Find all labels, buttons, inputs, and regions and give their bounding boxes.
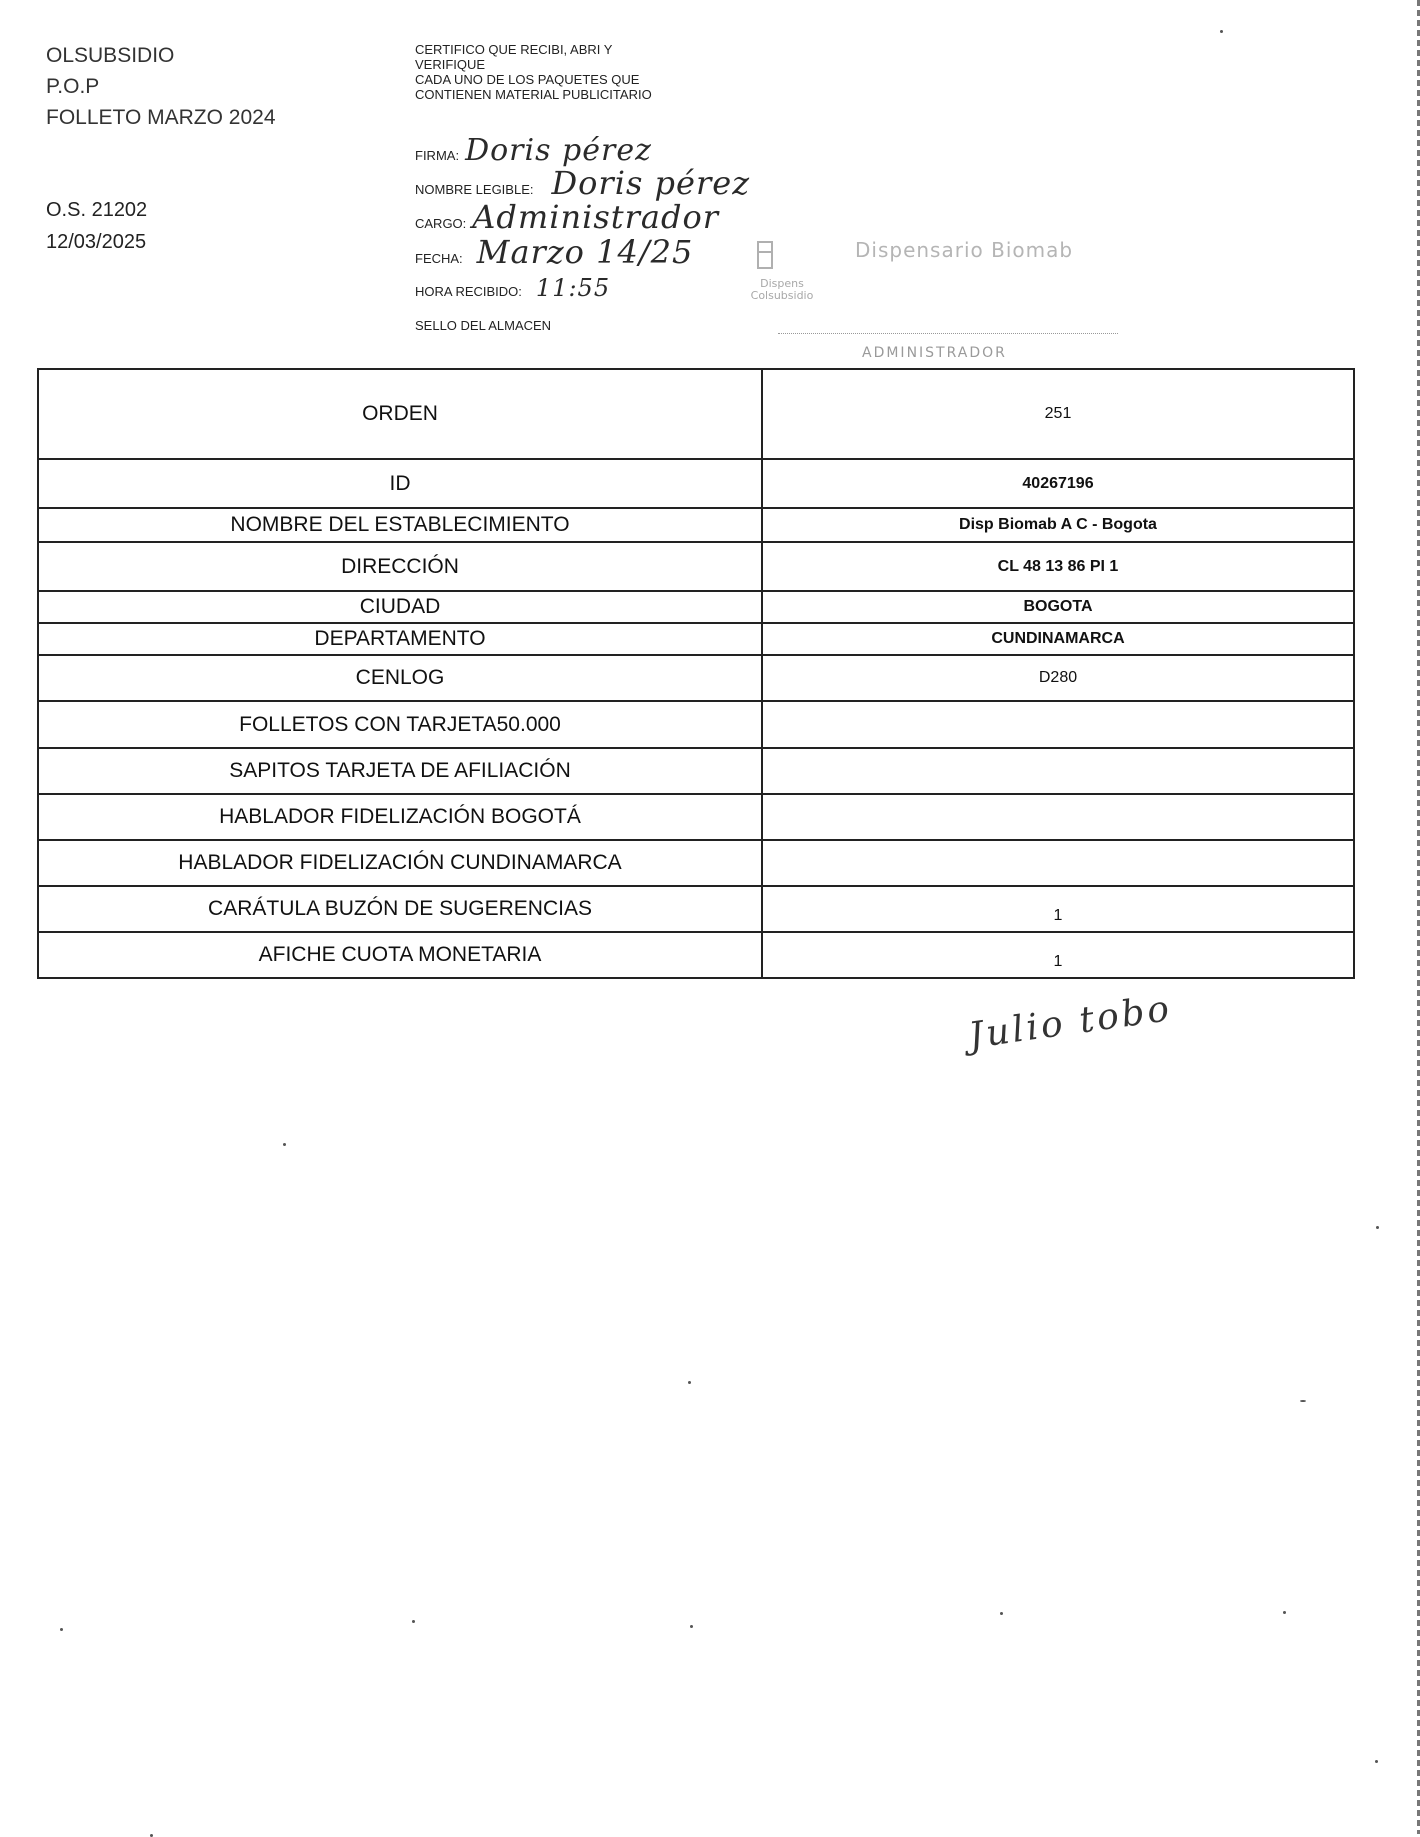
table-row (38, 840, 1354, 886)
stamp-small-text (722, 278, 842, 302)
row-label: CIUDAD (38, 591, 762, 623)
nombre-handwritten: Doris pérez (551, 164, 751, 202)
scan-speck (60, 1628, 63, 1631)
cert-line: CERTIFICO QUE RECIBI, ABRI Y (415, 42, 613, 57)
scan-speck (283, 1143, 286, 1146)
cargo-handwritten: Administrador (472, 198, 720, 236)
company-header (46, 40, 276, 133)
stamp-name: Dispensario Biomab (855, 238, 1074, 262)
scan-speck (690, 1625, 693, 1628)
row-label: ID (38, 459, 762, 508)
row-value (762, 701, 1354, 748)
row-label: HABLADOR FIDELIZACIÓN BOGOTÁ (38, 794, 762, 840)
row-value (762, 840, 1354, 886)
row-label: DIRECCIÓN (38, 542, 762, 591)
scan-speck (1300, 1400, 1306, 1402)
stamp-small-line: Colsubsidio (750, 289, 814, 302)
row-value: CL 48 13 86 PI 1 (762, 542, 1354, 591)
firma-field (415, 133, 652, 168)
row-value: BOGOTA (762, 591, 1354, 623)
table-row (38, 591, 1354, 623)
nombre-field (415, 164, 750, 202)
row-label: HABLADOR FIDELIZACIÓN CUNDINAMARCA (38, 840, 762, 886)
company-subtitle: P.O.P (46, 75, 100, 98)
hora-label: HORA RECIBIDO: (415, 284, 522, 299)
delivery-table (37, 368, 1355, 979)
hora-field (415, 274, 610, 302)
stamp-small-line: Dispens (760, 277, 804, 290)
scan-speck (1220, 30, 1223, 33)
cargo-label: CARGO: (415, 216, 467, 231)
table-row (38, 886, 1354, 932)
os-number: O.S. 21202 (46, 199, 148, 221)
row-value (762, 794, 1354, 840)
nombre-label: NOMBRE LEGIBLE: (415, 182, 534, 197)
cert-line: VERIFIQUE (415, 57, 486, 72)
folleto-title: FOLLETO MARZO 2024 (46, 106, 276, 129)
table-row (38, 623, 1354, 655)
row-label: ORDEN (38, 369, 762, 459)
table-row (38, 369, 1354, 459)
row-label: SAPITOS TARJETA DE AFILIACIÓN (38, 748, 762, 794)
scan-speck (1376, 1226, 1379, 1229)
scan-speck (1375, 1760, 1378, 1763)
sello-field (415, 318, 551, 333)
scan-speck (1283, 1611, 1286, 1614)
table-row (38, 794, 1354, 840)
os-date: 12/03/2025 (46, 231, 147, 253)
stamp-role: ADMINISTRADOR (862, 345, 1007, 361)
cargo-field (415, 198, 719, 236)
table-row (38, 542, 1354, 591)
firma-handwritten: Doris pérez (465, 133, 652, 168)
row-value: 251 (762, 369, 1354, 459)
cert-line: CADA UNO DE LOS PAQUETES QUE (415, 72, 640, 87)
handwritten-signature: Julio tobo (966, 987, 1175, 1058)
fecha-label: FECHA: (415, 251, 463, 266)
row-value: D280 (762, 655, 1354, 701)
table-row (38, 701, 1354, 748)
hora-handwritten: 11:55 (535, 274, 611, 302)
row-value: 1 (762, 886, 1354, 932)
company-name: OLSUBSIDIO (46, 44, 175, 67)
scan-speck (688, 1381, 691, 1384)
scan-speck (1000, 1612, 1003, 1615)
row-label: CENLOG (38, 655, 762, 701)
stamp-divider (778, 333, 1118, 334)
scan-speck (412, 1620, 415, 1623)
table-row (38, 655, 1354, 701)
fecha-handwritten: Marzo 14/25 (476, 233, 694, 271)
certification-text (415, 42, 775, 102)
row-value: CUNDINAMARCA (762, 623, 1354, 655)
table-row (38, 508, 1354, 542)
row-label: AFICHE CUOTA MONETARIA (38, 932, 762, 978)
row-label: CARÁTULA BUZÓN DE SUGERENCIAS (38, 886, 762, 932)
cert-line: CONTIENEN MATERIAL PUBLICITARIO (415, 87, 652, 102)
row-value: 1 (762, 932, 1354, 978)
row-value: 40267196 (762, 459, 1354, 508)
table-row (38, 459, 1354, 508)
fecha-field (415, 233, 693, 271)
table-row (38, 748, 1354, 794)
row-value (762, 748, 1354, 794)
firma-label: FIRMA: (415, 148, 460, 163)
table-row (38, 932, 1354, 978)
row-value: Disp Biomab A C - Bogota (762, 508, 1354, 542)
row-label: FOLLETOS CON TARJETA50.000 (38, 701, 762, 748)
row-label: NOMBRE DEL ESTABLECIMIENTO (38, 508, 762, 542)
service-order (46, 194, 147, 258)
sello-label: SELLO DEL ALMACEN (415, 318, 552, 333)
stamp-logo-icon (756, 240, 774, 270)
row-label: DEPARTAMENTO (38, 623, 762, 655)
